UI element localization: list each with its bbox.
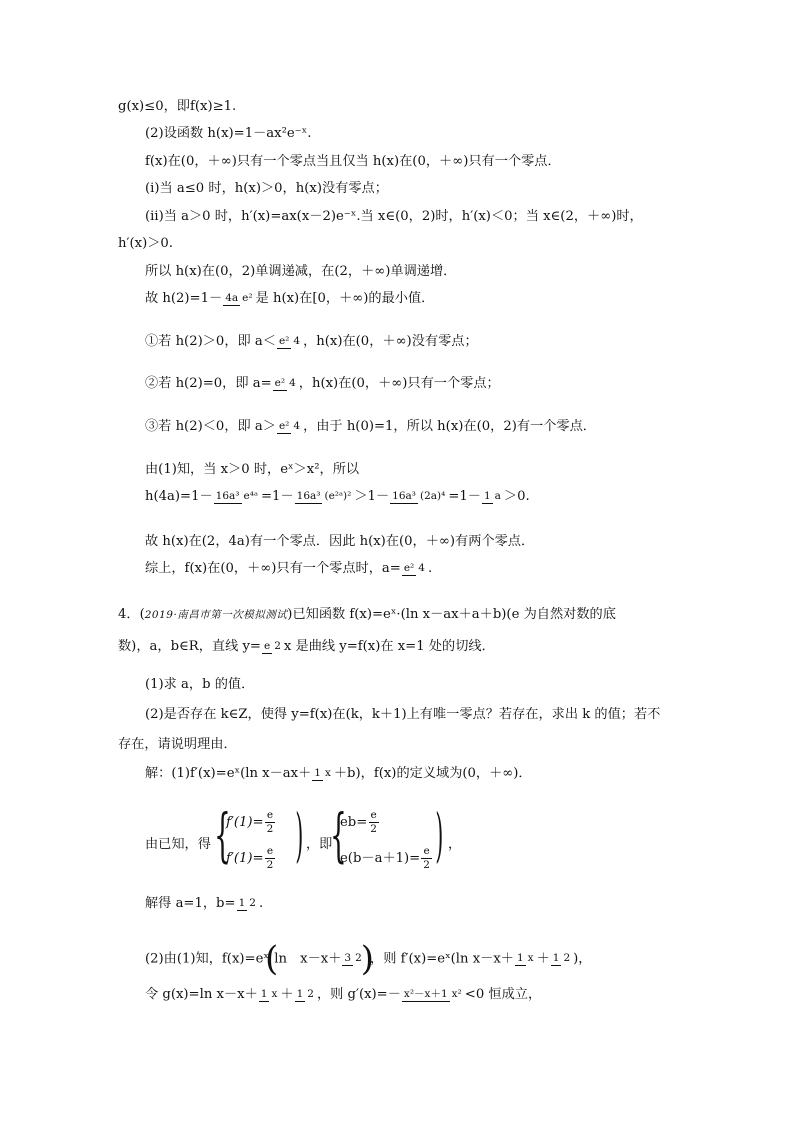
fraction-numerator: 4a	[225, 291, 239, 304]
equation-row	[226, 810, 276, 835]
text-line	[145, 678, 254, 691]
text-line	[118, 237, 173, 250]
text-line	[145, 420, 596, 433]
text-line	[145, 210, 643, 223]
line-text: e(b－a＋1)=	[340, 851, 421, 867]
text-line	[145, 182, 388, 195]
line-text: 令 g(x)=ln x－x＋	[145, 987, 258, 1002]
line-text: 4．(	[118, 607, 145, 622]
line-text: ＋	[280, 987, 294, 1002]
text-line	[145, 335, 478, 348]
fraction-numerator: 16a³	[392, 489, 416, 502]
fraction	[368, 810, 379, 835]
line-text: (2)设函数 h(x)=1－ax²e⁻ˣ.	[145, 126, 312, 141]
text-line	[145, 463, 359, 476]
fraction-denominator: (e²ᵃ)²	[324, 489, 352, 502]
line-text: ，则 g′(x)=－	[316, 987, 401, 1002]
fraction-denominator: 2	[355, 952, 362, 965]
line-text: 解：(1)f′(x)=eˣ(ln x－ax＋	[145, 766, 312, 781]
fraction	[295, 490, 354, 502]
fraction	[402, 988, 464, 1000]
line-text: (2)由(1)知，f(x)=eˣ	[145, 951, 269, 967]
fraction	[312, 767, 333, 779]
fraction-denominator: 4	[289, 376, 296, 389]
fraction-numerator: 16a³	[215, 489, 240, 502]
text-line	[145, 939, 592, 979]
line-text: g(x)≤0，即f(x)≥1.	[118, 99, 237, 114]
equation-system	[295, 801, 304, 869]
equation-row	[226, 846, 276, 871]
line-text: (1)求 a，b 的值．	[145, 677, 255, 692]
text-line	[145, 988, 541, 1001]
line-text: ①若 h(2)＞0，即 a＜	[145, 334, 276, 349]
line-text: ，h(x)在(0，＋∞)没有零点；	[303, 334, 478, 349]
fraction-denominator: e²	[242, 291, 253, 304]
line-text: ln x－x＋	[274, 951, 342, 967]
right-paren: )	[360, 939, 375, 979]
fraction	[515, 952, 536, 964]
fraction	[402, 562, 427, 574]
left-paren: (	[264, 939, 279, 979]
fraction-denominator: 2	[563, 952, 571, 965]
line-text: h(4a)=1－	[145, 489, 213, 504]
line-text: .	[427, 561, 433, 576]
fraction-denominator: 2	[274, 639, 281, 652]
line-text: h′(x)＞0.	[118, 236, 173, 251]
fraction-denominator: x	[527, 952, 534, 965]
text-line	[118, 100, 236, 113]
fraction	[273, 377, 298, 389]
fraction	[265, 846, 276, 871]
line-text: )，	[573, 951, 592, 967]
line-text: 是 h(x)在[0，＋∞)的最小值．	[255, 291, 435, 306]
fraction-numerator: e²	[274, 376, 286, 389]
fraction	[390, 490, 447, 502]
left-brace: {	[214, 801, 231, 869]
fraction	[223, 292, 254, 304]
line-text: ，即	[306, 837, 333, 852]
fraction-denominator: 2	[266, 823, 274, 836]
fraction-numerator: e²	[403, 561, 415, 574]
fraction	[214, 490, 260, 502]
fraction	[265, 810, 276, 835]
fraction	[277, 420, 302, 432]
source-citation: 2019·南昌市第一次模拟测试	[144, 609, 288, 621]
fraction-numerator: e²	[278, 334, 290, 347]
fraction	[295, 988, 316, 1000]
fraction-denominator: x	[324, 766, 331, 779]
fraction-denominator: a	[494, 489, 501, 502]
fraction-numerator: 1	[483, 489, 491, 502]
fraction-numerator: e	[263, 639, 271, 652]
text-line	[118, 640, 495, 653]
fraction-numerator: 1	[260, 987, 268, 1000]
line-text: ＞1－	[354, 489, 390, 504]
text-line	[145, 562, 432, 575]
text-line	[145, 708, 660, 721]
fraction-numerator: e	[265, 810, 275, 823]
fraction-numerator: 1	[552, 952, 560, 965]
right-brace: )	[295, 801, 304, 869]
fraction-numerator: 16a³	[296, 489, 321, 502]
line-text: )已知函数 f(x)=eˣ·(ln x－ax＋a＋b)(e 为自然对数的底	[287, 607, 616, 622]
text-line	[145, 897, 263, 910]
text-line	[145, 265, 456, 278]
fraction-denominator: 4	[293, 419, 301, 432]
fraction-numerator: 1	[314, 766, 321, 779]
line-text: ，由于 h(0)=1，所以 h(x)在(0，2)有一个零点．	[303, 419, 596, 434]
line-text: (2)是否存在 k∈Z，使得 y=f(x)在(k，k＋1)上有唯一零点？若存在，求出 k 的值；若不	[145, 707, 661, 722]
line-text: f′(1)=	[226, 815, 264, 831]
fraction-denominator: 2	[423, 859, 430, 872]
line-text: <0 恒成立，	[464, 987, 542, 1002]
fraction-numerator: x²－x＋1	[403, 987, 448, 1000]
line-text: (ⅰ)当 a≤0 时，h(x)＞0，h(x)没有零点；	[145, 181, 388, 196]
fraction	[277, 335, 302, 347]
line-text: x 是曲线 y=f(x)在 x=1 处的切线．	[283, 639, 495, 654]
fraction-numerator: e²	[278, 419, 290, 432]
fraction-numerator: 1	[296, 987, 304, 1000]
fraction-denominator: 2	[266, 859, 274, 872]
line-text: ＞0.	[503, 489, 530, 504]
fraction-numerator: 1	[238, 896, 246, 909]
fraction	[262, 640, 283, 652]
line-text: 故 h(x)在(2，4a)有一个零点．因此 h(x)在(0，＋∞)有两个零点．	[145, 534, 535, 549]
left-brace: {	[330, 801, 347, 869]
text-line	[145, 292, 434, 305]
equation-system	[435, 801, 444, 869]
text-line	[145, 377, 500, 390]
fraction	[237, 897, 258, 909]
line-text: ②若 h(2)=0，即 a=	[145, 376, 272, 391]
line-text: ③若 h(2)＜0，即 a＞	[145, 419, 276, 434]
line-text: ，则 f′(x)=eˣ(ln x－x＋	[370, 951, 514, 967]
text-line	[118, 608, 616, 621]
line-text: 解得 a=1，b=	[145, 896, 236, 911]
fraction-denominator: 4	[293, 334, 301, 347]
line-text: 所以 h(x)在(0，2)单调递减，在(2，＋∞)单调递增．	[145, 264, 457, 279]
fraction	[482, 490, 503, 502]
equation-row	[340, 810, 380, 835]
line-text: 由已知，得	[145, 837, 211, 852]
fraction	[421, 846, 432, 871]
fraction-numerator: e	[421, 846, 431, 859]
line-text: =1－	[448, 489, 481, 504]
text-line	[145, 127, 311, 140]
line-text: eb=	[340, 815, 368, 831]
text-line	[145, 155, 561, 168]
fraction	[259, 988, 280, 1000]
line-text: ，	[448, 837, 462, 852]
line-text: 故 h(2)=1－	[145, 291, 223, 306]
fraction-denominator: 4	[418, 561, 425, 574]
line-text: .	[258, 896, 264, 911]
line-text: 数)，a，b∈R，直线 y=	[118, 639, 261, 654]
fraction-denominator: x	[271, 987, 278, 1000]
fraction-numerator: e	[369, 810, 379, 823]
text-line	[145, 535, 534, 548]
text-line	[145, 767, 532, 780]
line-text: 存在，请说明理由．	[118, 737, 237, 752]
line-text: f(x)在(0，＋∞)只有一个零点当且仅当 h(x)在(0，＋∞)只有一个零点．	[145, 154, 561, 169]
line-text: 由(1)知，当 x＞0 时，eˣ＞x²，所以	[145, 462, 360, 477]
fraction	[551, 952, 572, 964]
fraction-numerator: 1	[516, 952, 524, 965]
fraction-denominator: 2	[249, 896, 256, 909]
equation-row	[340, 846, 433, 871]
fraction-denominator: e⁴ᵃ	[243, 489, 258, 502]
text-line	[145, 490, 530, 503]
line-text: ＋	[536, 951, 550, 967]
fraction-denominator: 2	[370, 823, 377, 836]
text-line	[118, 738, 237, 751]
fraction-numerator: e	[265, 846, 275, 859]
fraction-numerator: 3	[344, 952, 352, 965]
text-line	[448, 838, 461, 851]
fraction-denominator: (2a)⁴	[419, 489, 446, 502]
line-text: ，h(x)在(0，＋∞)只有一个零点；	[298, 376, 500, 391]
line-text: (ⅱ)当 a＞0 时，h′(x)=ax(x－2)e⁻ˣ.当 x∈(0，2)时，h′(x)＜0；当 x∈(2，＋∞)时，	[145, 209, 643, 224]
line-text: =1－	[261, 489, 294, 504]
right-brace: )	[435, 801, 444, 869]
line-text: ＋b)，f(x)的定义域为(0，＋∞)．	[333, 766, 532, 781]
fraction-denominator: x²	[451, 987, 462, 1000]
fraction-denominator: 2	[307, 987, 314, 1000]
text-line	[145, 838, 211, 851]
line-text: 综上，f(x)在(0，＋∞)只有一个零点时，a=	[145, 561, 401, 576]
line-text: f′(1)=	[226, 851, 264, 867]
